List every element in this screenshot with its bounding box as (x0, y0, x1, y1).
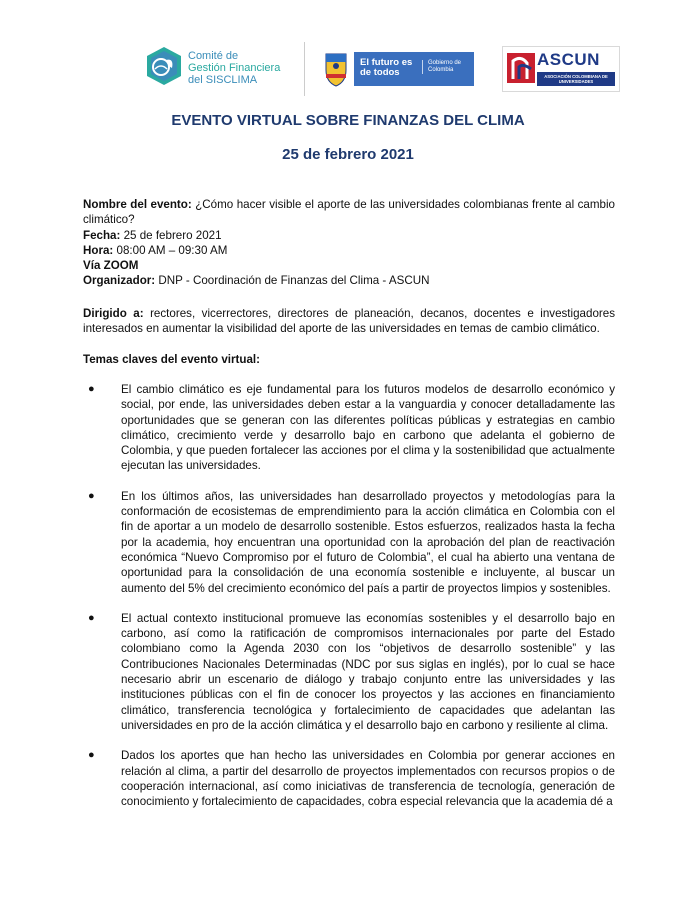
event-time-value: 08:00 AM – 09:30 AM (113, 243, 228, 257)
colombia-shield-icon (318, 50, 354, 88)
date-heading: 25 de febrero 2021 (282, 146, 414, 163)
topics-heading: Temas claves del evento virtual: (83, 353, 260, 366)
ascun-logo (502, 46, 620, 92)
event-organizer-value: DNP - Coordinación de Finanzas del Clima - ASCUN (155, 274, 430, 288)
document-title: EVENTO VIRTUAL SOBRE FINANZAS DEL CLIMA (171, 112, 525, 129)
audience-label: Dirigido a: (83, 307, 144, 320)
list-item (83, 748, 615, 809)
cgf-text (188, 50, 280, 86)
event-organizer-label: Organizador: (83, 274, 156, 288)
audience-text (83, 306, 615, 337)
bullet-icon: ● (88, 383, 95, 395)
ascun-subtitle: ASOCIACIÓN COLOMBIANA DE UNIVERSIDADES (537, 72, 615, 86)
audience-value: rectores, vicerrectores, directores de planeación, decanos, docentes e investigadores interesados en aumentar la visibilidad del aporte de las universidades en temas de cambio climático. (83, 307, 616, 336)
bullet-text: Dados los aportes que han hecho las universidades en Colombia por generar acciones en relación al clima, a partir del desarrollo de proyectos implementados con recursos propios o de cooperación internacional, así como iniciativas de transferencia de tecnología, generación de conocimiento y fortalecimiento de capacidades, cobra especial relevancia que la academia dé a (121, 749, 615, 809)
event-via: Vía ZOOM (83, 259, 139, 273)
logo-divider (304, 42, 305, 96)
event-name (83, 197, 615, 228)
event-details (83, 197, 615, 289)
gobierno-logo (318, 50, 474, 88)
bullet-text: El actual contexto institucional promueve las economías sostenibles y el desarrollo bajo en carbono, así como la ratificación de compromisos internacionales por parte del Estado colombiano como la Agenda 2030 con los “objetivos de desarrollo sostenible” y las Contribuciones Nacionales Determinadas (NDC por sus siglas en inglés), por lo cual se hace necesario abrir un escenario de diálogo y trabajo conjunto entre las universidades y las instituciones públicas con el fin de conocer los proyectos y las acciones en financiamiento climático, transferencia tecnológica y fortalecimiento de capacidades que adelantan las universidades en pro de la acción climática y el desarrollo bajo en carbono y resiliente al clima. (121, 611, 615, 732)
cgf-line-2: Gestión Financiera (188, 62, 281, 74)
gobierno-box (354, 52, 474, 86)
event-name-value: ¿Cómo hacer visible el aporte de las universidades colombianas frente al cambio climático? (83, 198, 615, 227)
bullet-icon: ● (88, 611, 95, 624)
header-logos (138, 40, 618, 100)
event-time-label: Hora: (83, 243, 114, 257)
cgf-line-3: del SISCLIMA (188, 74, 258, 86)
event-time (83, 243, 615, 258)
list-item (83, 382, 615, 474)
cgf-line-1: Comité de (188, 50, 239, 62)
event-date-label: Fecha: (83, 228, 121, 242)
bullet-text: En los últimos años, las universidades han desarrollado proyectos y metodologías para la conformación de ecosistemas de emprendimiento para la acción climática en Colombia con el fin de aportar a un modelo de desarrollo sostenible. Estos esfuerzos, realizados hasta la fecha por la academia, hoy encuentran una oportunidad con la aprobación del plan de reactivación económica “Nuevo Compromiso por el futuro de Colombia”, el cual ha abierto una ventana de oportunidad para la consolidación de una economía sostenible e incluyente, al buscar un aumento del 5% del crecimiento económico del país a partir de proyectos limpios y sostenibles. (121, 489, 615, 595)
list-item (83, 489, 615, 596)
audience-section (83, 306, 615, 337)
gobierno-name: Gobierno de Colombia (422, 60, 472, 74)
cgf-emblem-icon (144, 46, 184, 86)
ascun-wordmark: ASCUN (537, 50, 600, 69)
event-organizer (83, 273, 615, 288)
gobierno-slogan: El futuro es de todos (360, 57, 413, 78)
event-date-value: 25 de febrero 2021 (120, 228, 222, 242)
bullet-icon: ● (88, 749, 95, 762)
ascun-emblem-icon (505, 51, 541, 85)
bullet-text: El cambio climático es eje fundamental para los futuros modelos de desarrollo económico y social, por ende, las universidades deben estar a la vanguardia y conocer detalladamente las oportunidades que se generan con las diferentes políticas públicas y estrategias en cambio climático, crecimiento verde y desarrollo bajo en carbono que adelanta el gobierno de Colombia, y que pueden fortalecer las acciones por el clima y la sostenibilidad que actualmente ejecutan las universidades. (121, 383, 615, 473)
event-name-label: Nombre del evento: (83, 198, 192, 211)
bullet-icon: ● (88, 489, 95, 502)
event-date (83, 228, 615, 243)
cgf-logo (138, 44, 298, 92)
list-item (83, 611, 615, 733)
topics-list (83, 382, 615, 824)
